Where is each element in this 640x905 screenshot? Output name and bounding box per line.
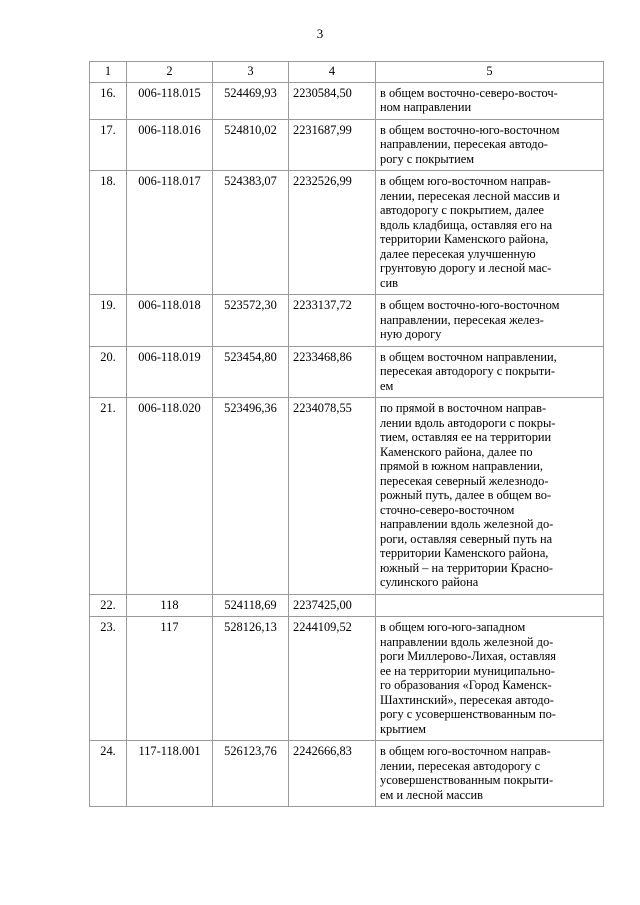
description-line: лении вдоль автодороги с покры- — [380, 415, 556, 430]
boundary-description — [376, 119, 604, 171]
description-line: в общем юго-юго-западном — [380, 620, 526, 634]
table-row — [90, 398, 604, 595]
header-row — [90, 62, 604, 83]
description-line: в общем восточно-юго-восточном — [380, 298, 560, 312]
point-code: 006-118.015 — [127, 82, 213, 119]
description-line: ем и лесной массив — [380, 787, 483, 802]
page-number: 3 — [316, 26, 324, 41]
description-line: пересекая северный железнодо- — [380, 473, 549, 488]
point-number: 22. — [90, 594, 127, 617]
boundary-description — [376, 82, 604, 119]
coordinate-x: 524118,69 — [213, 594, 289, 617]
description-line: Каменского района, далее по — [380, 444, 533, 459]
coordinate-y: 2234078,55 — [289, 398, 376, 595]
point-code: 117-118.001 — [127, 741, 213, 807]
point-number: 18. — [90, 171, 127, 295]
description-line: территории Каменского района, — [380, 232, 549, 246]
description-line: ном направлении — [380, 100, 472, 114]
description-line: рожный путь, далее в общем во- — [380, 488, 552, 502]
description-line: роги, оставляя северный путь на — [380, 531, 553, 546]
header-cell-3: 3 — [213, 62, 289, 83]
description-line: сив — [380, 275, 398, 290]
description-line: роги Миллерово-Лихая, оставляя — [380, 649, 556, 663]
description-line: направлении, пересекая автодо- — [380, 137, 548, 151]
point-number: 17. — [90, 119, 127, 171]
coordinate-y: 2231687,99 — [289, 119, 376, 171]
point-code: 006-118.019 — [127, 346, 213, 398]
coordinate-x: 526123,76 — [213, 741, 289, 807]
description-line: ную дорогу — [380, 327, 442, 341]
table-row — [90, 741, 604, 807]
description-line: направлении вдоль железной до- — [380, 634, 554, 649]
description-line: крытием — [380, 721, 426, 736]
coordinate-y: 2233137,72 — [289, 295, 376, 347]
header-cell-4: 4 — [289, 62, 376, 83]
coordinate-y: 2237425,00 — [289, 594, 376, 617]
table-row — [90, 594, 604, 617]
coordinate-x: 528126,13 — [213, 617, 289, 741]
description-line: в общем восточно-северо-восточ- — [380, 85, 558, 100]
coordinate-y: 2233468,86 — [289, 346, 376, 398]
table-row — [90, 82, 604, 119]
coordinate-x: 524469,93 — [213, 82, 289, 119]
description-line: Шахтинский», пересекая автодо- — [380, 692, 554, 707]
coordinate-y: 2232526,99 — [289, 171, 376, 295]
point-code: 006-118.018 — [127, 295, 213, 347]
point-number: 20. — [90, 346, 127, 398]
point-code: 006-118.017 — [127, 171, 213, 295]
description-line: пересекая автодорогу с покрыти- — [380, 364, 555, 378]
description-line: прямой в южном направлении, — [380, 459, 543, 473]
table-body — [90, 62, 604, 807]
coordinate-x: 523496,36 — [213, 398, 289, 595]
table-row — [90, 346, 604, 398]
point-number: 24. — [90, 741, 127, 807]
point-code: 006-118.016 — [127, 119, 213, 171]
description-line: в общем восточном направлении, — [380, 349, 557, 364]
coordinate-x: 524383,07 — [213, 171, 289, 295]
coordinate-y: 2244109,52 — [289, 617, 376, 741]
table-row — [90, 171, 604, 295]
description-line: автодорогу с покрытием, далее — [380, 203, 545, 217]
description-line: го образования «Город Каменск- — [380, 678, 552, 692]
boundary-description — [376, 346, 604, 398]
description-line: рогу с покрытием — [380, 151, 475, 166]
description-line: лении, пересекая автодорогу с — [380, 758, 541, 773]
description-line: тием, оставляя ее на территории — [380, 430, 552, 444]
description-line: сточно-северо-восточном — [380, 502, 515, 517]
boundary-description — [376, 741, 604, 807]
description-line: в общем юго-восточном направ- — [380, 744, 551, 758]
description-line: в общем юго-восточном направ- — [380, 174, 551, 188]
point-code: 118 — [127, 594, 213, 617]
boundary-description — [376, 295, 604, 347]
description-line: в общем восточно-юго-восточном — [380, 122, 560, 137]
point-number: 21. — [90, 398, 127, 595]
description-line: далее пересекая улучшенную — [380, 246, 536, 261]
description-line: направлении, пересекая желез- — [380, 312, 544, 327]
description-line: лении, пересекая лесной массив и — [380, 188, 560, 203]
description-line: сулинского района — [380, 575, 479, 589]
description-line: усовершенствованным покрыти- — [380, 773, 554, 787]
point-number: 19. — [90, 295, 127, 347]
coordinate-x: 523454,80 — [213, 346, 289, 398]
header-cell-2: 2 — [127, 62, 213, 83]
coordinate-y: 2230584,50 — [289, 82, 376, 119]
description-line: направлении вдоль железной до- — [380, 517, 554, 531]
boundary-description — [376, 617, 604, 741]
table-row — [90, 617, 604, 741]
description-line: ем — [380, 378, 394, 393]
header-cell-5: 5 — [376, 62, 604, 83]
description-line: рогу с усовершенствованным по- — [380, 707, 556, 721]
point-code: 117 — [127, 617, 213, 741]
boundary-description — [376, 398, 604, 595]
description-line: вдоль кладбища, оставляя его на — [380, 217, 553, 232]
coordinate-x: 524810,02 — [213, 119, 289, 171]
boundary-table — [89, 61, 604, 807]
point-code: 006-118.020 — [127, 398, 213, 595]
boundary-description — [376, 171, 604, 295]
description-line: ее на территории муниципально- — [380, 663, 555, 678]
coordinate-y: 2242666,83 — [289, 741, 376, 807]
table-row — [90, 119, 604, 171]
description-line: территории Каменского района, — [380, 546, 549, 560]
description-line: по прямой в восточном направ- — [380, 401, 547, 415]
point-number: 23. — [90, 617, 127, 741]
boundary-description — [376, 594, 604, 617]
table-row — [90, 295, 604, 347]
coordinate-x: 523572,30 — [213, 295, 289, 347]
description-line: южный – на территории Красно- — [380, 560, 554, 575]
description-line: грунтовую дорогу и лесной мас- — [380, 261, 552, 275]
point-number: 16. — [90, 82, 127, 119]
header-cell-1: 1 — [90, 62, 127, 83]
